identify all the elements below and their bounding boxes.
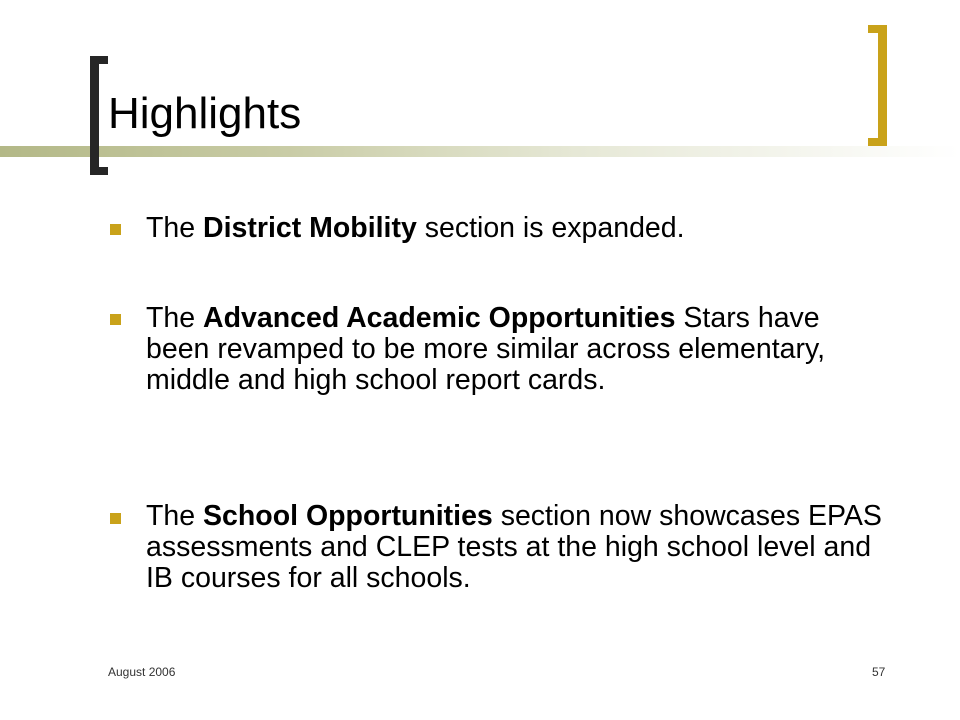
bullet-square-icon: [110, 224, 121, 235]
bullet-text: The School Opportunities section now showcases EPAS assessments and CLEP tests at the high school level and IB courses for all schools.: [146, 500, 882, 594]
bullet-emphasis: Advanced Academic Opportunities: [203, 302, 676, 334]
bullet-square-icon: [110, 314, 121, 325]
bullet-text: The District Mobility section is expanded.: [146, 212, 685, 244]
right-bracket-decoration: [868, 25, 887, 146]
bullet-square-icon: [110, 513, 121, 524]
title-underline-bar: [0, 146, 960, 157]
footer-page-number: 57: [872, 665, 886, 679]
bullet-text: The Advanced Academic Opportunities Stars have been revamped to be more similar across elementary, middle and high school report cards.: [146, 302, 826, 396]
bullet-emphasis: District Mobility: [203, 212, 417, 244]
footer-date: August 2006: [108, 665, 176, 679]
slide-title: Highlights: [108, 89, 302, 138]
left-bracket-decoration: [90, 56, 108, 175]
bullet-emphasis: School Opportunities: [203, 500, 493, 532]
